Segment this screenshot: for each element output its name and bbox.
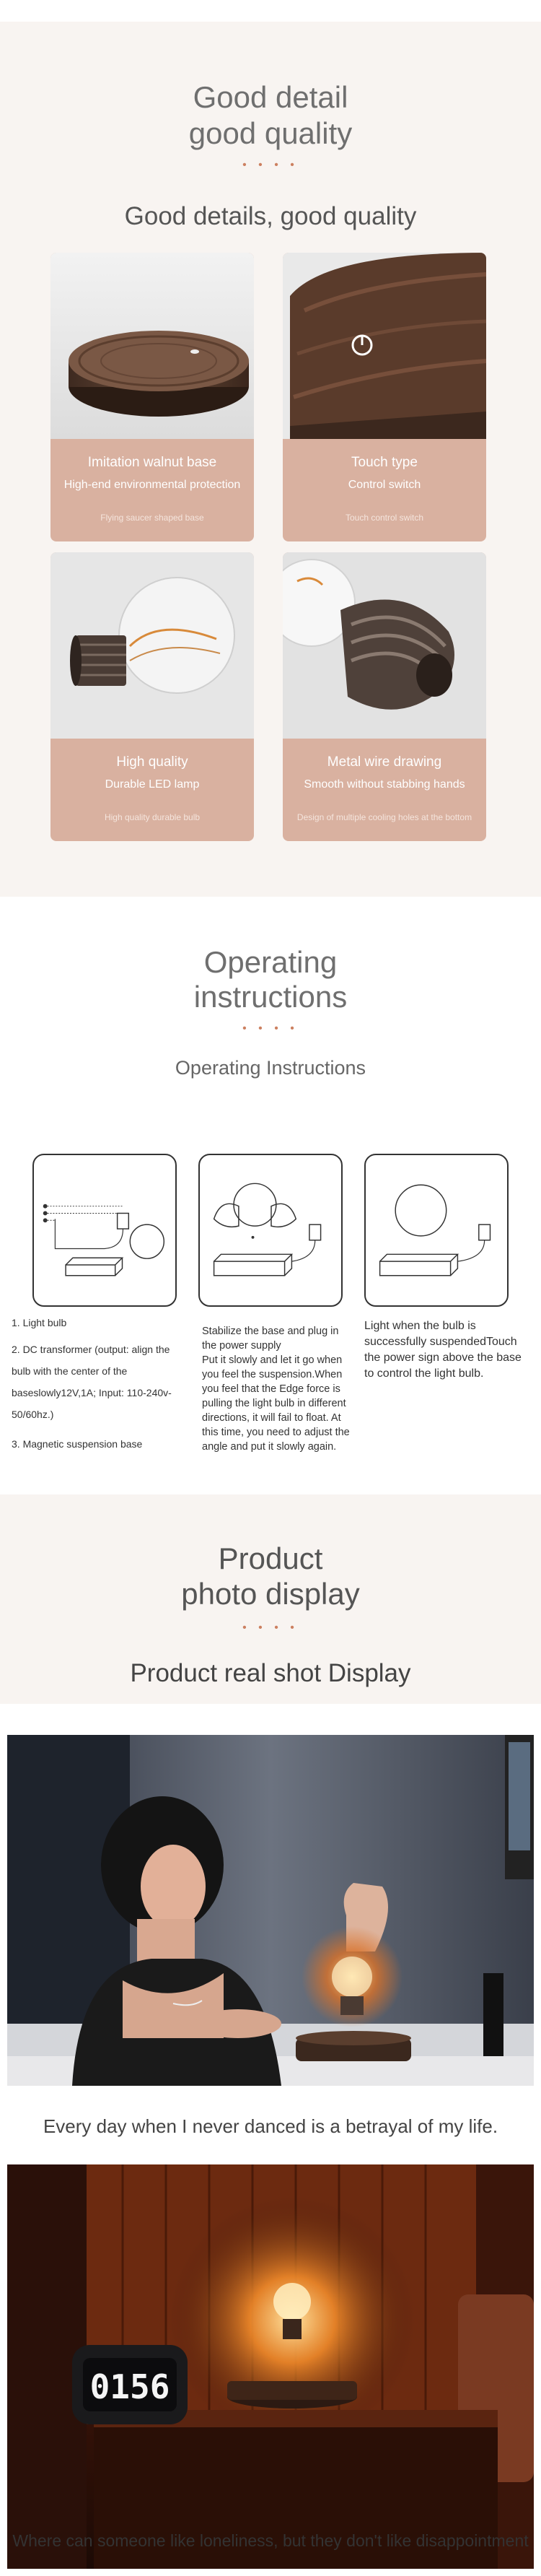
place-bulb-diagram bbox=[200, 1155, 341, 1305]
quality-title-line1: Good detail bbox=[193, 80, 348, 114]
diagram-floating-bulb bbox=[364, 1154, 509, 1307]
photo-caption-2: Where can someone like loneliness, but they don't like disappointment bbox=[12, 2531, 529, 2550]
product-title-line1: Product bbox=[218, 1541, 323, 1575]
decorative-dots: • • • • bbox=[242, 159, 299, 171]
bulb-screw-base-photo bbox=[283, 552, 486, 739]
product-section bbox=[0, 1494, 541, 2576]
card-subtitle: High-end environmental protection bbox=[63, 479, 241, 491]
feature-card-walnut-base bbox=[50, 253, 254, 541]
product-subtitle: Product real shot Display bbox=[130, 1659, 411, 1687]
quality-title-line2: good quality bbox=[188, 116, 353, 150]
quality-subtitle: Good details, good quality bbox=[124, 202, 417, 230]
touch-switch-photo bbox=[283, 253, 486, 439]
components-diagram bbox=[34, 1155, 175, 1305]
card-subtitle: Durable LED lamp bbox=[105, 778, 200, 791]
quality-section bbox=[0, 22, 541, 897]
clock-time: 0156 bbox=[89, 2367, 170, 2406]
instructions-subtitle: Operating Instructions bbox=[175, 1057, 366, 1079]
instructions-section bbox=[0, 897, 541, 1494]
photo-caption-1: Every day when I never danced is a betrayal of my life. bbox=[43, 2115, 498, 2137]
lamp-with-clock-image bbox=[7, 2164, 534, 2569]
card-subtitle: Control switch bbox=[348, 479, 421, 491]
instruction-step-1 bbox=[12, 1315, 179, 1451]
card-title: Touch type bbox=[351, 455, 418, 470]
instructions-title-line1: Operating bbox=[203, 945, 338, 979]
instruction-step-3: Light when the bulb is successfully suspendedTouch the power sign above the base to control the light bulb. bbox=[364, 1320, 522, 1380]
floating-bulb-diagram bbox=[366, 1155, 507, 1305]
card-caption: Design of multiple cooling holes at the bottom bbox=[296, 812, 472, 822]
decorative-dots: • • • • bbox=[242, 1622, 299, 1634]
component-item-bulb: 1. Light bulb bbox=[12, 1317, 67, 1328]
card-caption: Flying saucer shaped base bbox=[100, 513, 204, 523]
feature-card-touch-switch bbox=[283, 253, 486, 541]
instruction-step-2: Stabilize the base and plug in the power supply Put it slowly and let it go when you feel the suspension.When you feel that the Edge force is pulling the light bulb in different directions, it will fail to float. At this time, you need to adjust the angle and put it slowly again. bbox=[202, 1326, 350, 1453]
decorative-dots: • • • • bbox=[242, 1022, 299, 1035]
card-title: High quality bbox=[116, 754, 188, 770]
feature-card-metal-wire bbox=[283, 552, 486, 841]
feature-card-led-lamp bbox=[50, 552, 254, 841]
walnut-base-photo bbox=[50, 253, 254, 439]
woman-with-lamp-image bbox=[7, 1735, 534, 2086]
component-item-base: 3. Magnetic suspension base bbox=[12, 1438, 143, 1450]
card-title: Metal wire drawing bbox=[327, 754, 442, 770]
led-bulb-photo bbox=[50, 552, 254, 739]
component-item-transformer: 2. DC transformer (output: align the bulb with the center of the baseslowly12V,1A; Input: 110-240v-50/60hz.) bbox=[12, 1344, 172, 1420]
card-title: Imitation walnut base bbox=[87, 455, 217, 470]
product-photo-woman-lamp bbox=[7, 1735, 534, 2086]
card-subtitle: Smooth without stabbing hands bbox=[304, 778, 465, 791]
instructions-title-line2: instructions bbox=[193, 980, 348, 1014]
diagram-place-bulb bbox=[198, 1154, 343, 1307]
card-caption: Touch control switch bbox=[345, 513, 424, 523]
card-caption: High quality durable bulb bbox=[104, 812, 201, 822]
diagram-components bbox=[32, 1154, 177, 1307]
product-photo-night-lamp bbox=[7, 2164, 534, 2569]
product-title-line2: photo display bbox=[181, 1577, 360, 1611]
